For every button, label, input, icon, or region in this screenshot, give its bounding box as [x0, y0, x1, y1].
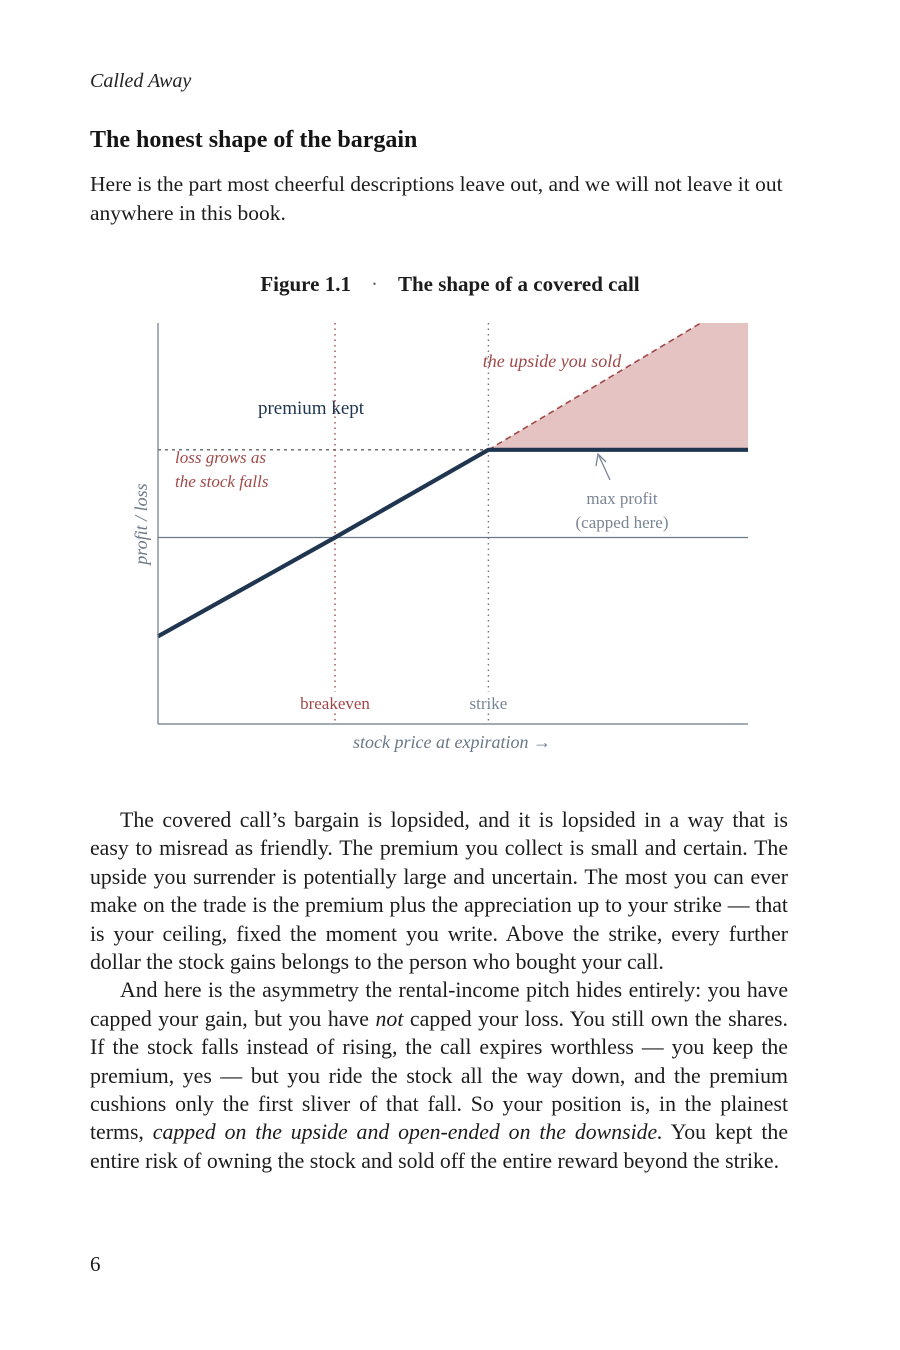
loss-label-line-2: the stock falls [175, 472, 269, 491]
loss-label-line-1: loss grows as [175, 448, 267, 467]
y-axis-label: profit / loss [131, 483, 151, 565]
max-profit-label-line-1: max profit [586, 489, 658, 508]
figure-separator: · [370, 272, 378, 296]
premium-kept-label: premium kept [257, 398, 365, 419]
page-number: 6 [90, 1252, 101, 1276]
breakeven-label: breakeven [300, 694, 370, 713]
running-head: Called Away [90, 70, 192, 92]
upside-sold-label: the upside you sold [482, 351, 622, 371]
upside-shaded-region [488, 323, 748, 450]
p2-part-b: capped your loss. You still own the shares. If the stock falls instead of rising, the call expires worthless — you keep the premium, yes — but you ride the stock all the way down, and the premium cushions only the first sliver of that fall. So your position is, in the plainest terms, [90, 1006, 788, 1145]
max-profit-label-line-2: (capped here) [575, 513, 669, 532]
body-text [90, 806, 788, 1175]
body-paragraph-2 [90, 976, 788, 1175]
figure-title: The shape of a covered call [397, 272, 640, 296]
body-paragraph-1: The covered call’s bargain is lopsided, and it is lopsided in a way that is easy to misread as friendly. The premium you collect is small and certain. The upside you surrender is potentially large and uncertain. The most you can ever make on the trade is the premium plus the appreciation up to your strike — that is your ceiling, fixed the moment you write. Above the strike, every further dollar the stock gains belongs to the person who bought your call. [90, 808, 788, 975]
p2-emphasis-not: not [375, 1006, 404, 1031]
section-title: The honest shape of the bargain [90, 127, 418, 153]
p2-part-c: You kept the entire risk of owning the stock and sold off the entire reward beyond the strike. [90, 1120, 788, 1173]
figure-number: Figure 1.1 [260, 272, 351, 296]
p2-part-a: And here is the asymmetry the rental-income pitch hides entirely: you have capped your gain, but you have [90, 978, 788, 1031]
intro-paragraph: Here is the part most cheerful descriptions leave out, and we will not leave it out anywhere in this book. [90, 172, 783, 225]
x-axis-label: stock price at expiration → [353, 732, 551, 752]
strike-label: strike [469, 694, 508, 713]
p2-emphasis-capped: capped on the upside and open-ended on the downside. [152, 1120, 663, 1145]
